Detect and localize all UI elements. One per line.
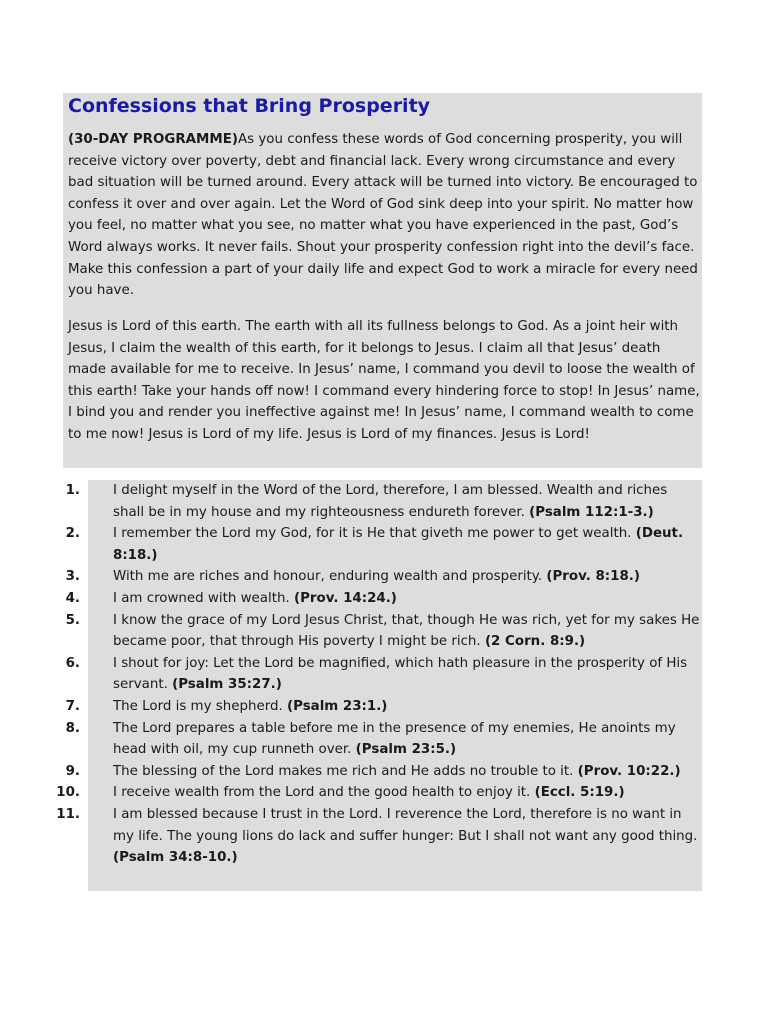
- item-text: With me are riches and honour, enduring wealth and prosperity.: [113, 569, 547, 585]
- list-item: [65, 566, 702, 588]
- item-text: I shout for joy: Let the Lord be magnified, which hath pleasure in the prosperity of His servant.: [113, 655, 688, 693]
- item-text: I am blessed because I trust in the Lord. I reverence the Lord, therefore is no want in my life. The young lions do lack and suffer hunger: But I shall not want any good thing.: [113, 806, 698, 844]
- item-text: I remember the Lord my God, for it is He that giveth me power to get wealth.: [113, 526, 636, 542]
- scripture-reference: (Eccl. 5:19.): [534, 785, 625, 801]
- item-text: The Lord is my shepherd.: [113, 698, 287, 714]
- intro-section: [63, 93, 702, 468]
- scripture-reference: (Psalm 112:1-3.): [529, 504, 654, 520]
- item-number: 3.: [65, 569, 80, 585]
- item-number: 4.: [65, 590, 80, 606]
- item-number: 5.: [65, 612, 80, 628]
- item-text: I know the grace of my Lord Jesus Christ, that, though He was rich, yet for my sakes He became poor, that through His poverty I might be rich.: [113, 612, 700, 650]
- item-number: 8.: [65, 720, 80, 736]
- item-number: 10.: [56, 785, 80, 801]
- list-item: [65, 480, 702, 523]
- intro-text: As you confess these words of God concerning prosperity, you will receive victory over poverty, debt and financial lack. Every wrong circumstance and every bad situation will be turned around. Every attack will be turned into victory. Be encouraged to confess it over and over again. Let the Word of God sink deep into your spirit. No matter how you feel, no matter what you see, no matter what you have experienced in the past, God’s Word always works. It never fails. Shout your prosperity confession right into the devil’s face. Make this confession a part of your daily life and expect God to work a miracle for every need you have.: [68, 132, 698, 299]
- confessions-section: [56, 480, 702, 891]
- intro-paragraph: [68, 129, 702, 302]
- confessions-list: [56, 480, 702, 869]
- item-number: 11.: [56, 806, 80, 822]
- item-text: I delight myself in the Word of the Lord, therefore, I am blessed. Wealth and riches shall be in my house and my righteousness endureth forever.: [113, 483, 668, 520]
- scripture-reference: (Prov. 14:24.): [293, 590, 397, 606]
- list-item: [65, 653, 702, 696]
- item-text: The blessing of the Lord makes me rich and He adds no trouble to it.: [113, 763, 578, 779]
- list-item: [65, 610, 702, 653]
- scripture-reference: (Psalm 35:27.): [172, 677, 282, 693]
- scripture-reference: (2 Corn. 8:9.): [484, 634, 586, 650]
- item-number: 1.: [65, 483, 80, 498]
- scripture-reference: (Prov. 8:18.): [546, 569, 640, 585]
- list-item: [56, 782, 702, 804]
- list-item: [56, 804, 702, 869]
- scripture-reference: (Psalm 23:1.): [287, 698, 388, 714]
- item-number: 9.: [65, 763, 80, 779]
- scripture-reference: (Deut. 8:18.): [113, 526, 684, 563]
- list-item: [65, 588, 702, 610]
- scripture-reference: (Psalm 23:5.): [355, 742, 457, 758]
- list-item: [65, 761, 702, 783]
- scripture-reference: (Prov. 10:22.): [577, 763, 681, 779]
- scripture-reference: (Psalm 34:8-10.): [113, 850, 238, 866]
- list-item: [65, 523, 702, 566]
- item-number: 7.: [65, 698, 80, 714]
- list-item: [65, 718, 702, 761]
- item-text: I am crowned with wealth.: [113, 590, 294, 606]
- page-title: Confessions that Bring Prosperity: [68, 95, 431, 117]
- item-text: The Lord prepares a table before me in the presence of my enemies, He anoints my head with oil, my cup runneth over.: [113, 720, 676, 758]
- programme-label: (30-DAY PROGRAMME): [68, 132, 238, 147]
- item-text: I receive wealth from the Lord and the good health to enjoy it.: [113, 785, 535, 801]
- item-number: 6.: [65, 655, 80, 671]
- declaration-paragraph: Jesus is Lord of this earth. The earth with all its fullness belongs to God. As a joint heir with Jesus, I claim the wealth of this earth, for it belongs to Jesus. I claim all that Jesus’ death made available for me to receive. In Jesus’ name, I command you devil to loose the wealth of this earth! Take your hands off now! I command every hindering force to stop! In Jesus’ name, I bind you and render you ineffective against me! In Jesus’ name, I command wealth to come to me now! Jesus is Lord of my life. Jesus is Lord of my finances. Jesus is Lord!: [68, 319, 700, 442]
- list-item: [65, 696, 702, 718]
- item-number: 2.: [65, 526, 80, 542]
